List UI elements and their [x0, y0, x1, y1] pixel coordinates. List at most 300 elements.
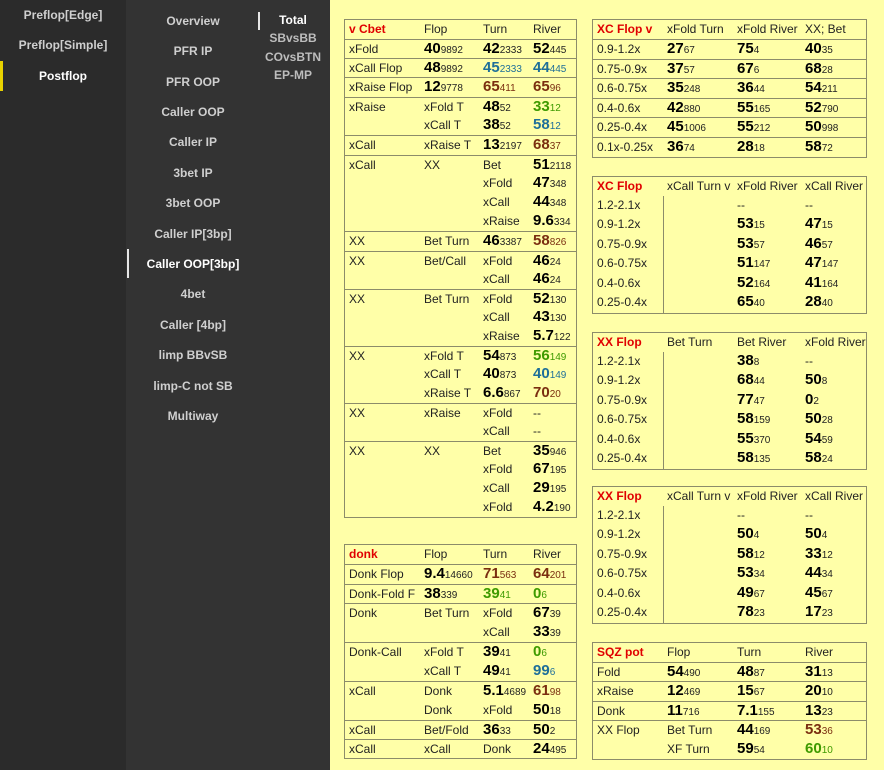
- table-header-row: [593, 643, 866, 662]
- table-row: [345, 251, 576, 270]
- nav-item-3bet-oop[interactable]: 3bet OOP: [165, 196, 221, 210]
- stat-value: 28: [737, 138, 754, 155]
- stat-value: 40: [533, 365, 550, 382]
- table-cell: [737, 293, 765, 311]
- sample-count: 87: [753, 668, 765, 679]
- xc-flop-v-table: [592, 19, 867, 158]
- nav-item-postflop[interactable]: Postflop: [39, 69, 87, 83]
- sample-count: 1006: [683, 123, 706, 134]
- stat-value: 70: [533, 384, 550, 401]
- sample-count: 2: [813, 396, 819, 407]
- stat-value: 50: [805, 525, 822, 542]
- table-cell: [805, 584, 833, 602]
- stat-value: 55: [737, 99, 754, 116]
- table-cell: xCall: [424, 742, 451, 756]
- stat-value: 38: [424, 585, 441, 602]
- sample-count: 2118: [549, 161, 572, 172]
- table-row: [345, 384, 576, 403]
- table-cell: [737, 603, 765, 621]
- table-row: [345, 441, 576, 460]
- table-cell: Bet Turn: [424, 606, 470, 620]
- nav-item-covsbtn[interactable]: COvsBTN: [264, 50, 321, 64]
- stat-value: 67: [737, 60, 754, 77]
- sample-count: 15: [821, 220, 833, 231]
- table-cell: [737, 138, 765, 156]
- nav-item-3bet-ip[interactable]: 3bet IP: [173, 166, 213, 180]
- table-cell: Bet/Fold: [424, 723, 469, 737]
- table-row: [345, 39, 576, 58]
- table-header-row: [345, 20, 576, 39]
- table-cell: xCall T: [424, 664, 462, 678]
- table-cell: [667, 60, 695, 78]
- sample-count: 15: [753, 220, 765, 231]
- table-cell: [533, 721, 555, 739]
- table-cell: xCall Flop: [349, 61, 403, 75]
- nav-item-pfr-ip[interactable]: PFR IP: [173, 44, 213, 58]
- table-cell: [805, 430, 833, 448]
- table-cell: Donk-Call: [349, 645, 402, 659]
- table-cell: [805, 254, 838, 272]
- table-cell: Bet: [483, 158, 502, 172]
- stat-value: 53: [805, 721, 822, 738]
- nav-item-sbvsbb[interactable]: SBvsBB: [269, 31, 317, 45]
- table-title: XX Flop: [597, 489, 642, 503]
- table-cell: [483, 365, 516, 383]
- table-cell: XX: [349, 234, 366, 248]
- nav-item-caller-ip-3bp[interactable]: Caller IP[3bp]: [154, 227, 232, 241]
- sample-count: 4: [821, 530, 828, 541]
- nav-item-pfr-oop[interactable]: PFR OOP: [165, 75, 220, 89]
- stat-value: 52: [533, 290, 550, 307]
- table-cell: [737, 410, 770, 428]
- stat-value: 0: [533, 643, 542, 660]
- nav-item-ep-mp[interactable]: EP-MP: [273, 68, 312, 82]
- table-cell: xFold: [483, 254, 513, 268]
- placeholder-dash: --: [737, 198, 745, 212]
- nav-item-limp-bbvsb[interactable]: limp BBvSB: [158, 348, 228, 362]
- table-cell: 0.4-0.6x: [597, 432, 641, 446]
- table-cell: 0.4-0.6x: [597, 586, 641, 600]
- stat-value: 40: [805, 40, 822, 57]
- table-cell: Bet Turn: [424, 234, 470, 248]
- table-row: [345, 346, 576, 365]
- table-row: [593, 525, 866, 545]
- sample-count: 348: [549, 179, 567, 190]
- table-cell: [667, 118, 706, 136]
- table-cell: [533, 585, 547, 603]
- sample-count: 195: [549, 465, 567, 476]
- table-cell: [533, 662, 555, 680]
- table-row: [345, 135, 576, 155]
- table-cell: 1.2-2.1x: [597, 508, 641, 522]
- sample-count: 40: [753, 298, 765, 309]
- placeholder-dash: --: [533, 406, 541, 420]
- nav-item-caller-ip[interactable]: Caller IP: [168, 135, 218, 149]
- sample-count: 13: [821, 668, 833, 679]
- sample-count: 149: [549, 352, 567, 363]
- table-row: [593, 371, 866, 391]
- table-cell: xCall: [483, 272, 510, 286]
- table-cell: [483, 40, 522, 58]
- table-cell: [805, 274, 838, 292]
- table-cell: xFold: [483, 176, 513, 190]
- column-header: Bet River: [737, 335, 787, 349]
- table-row: [345, 212, 576, 231]
- table-row: [345, 403, 576, 422]
- table-cell: [737, 564, 765, 582]
- sample-count: 190: [553, 503, 571, 514]
- sample-count: 10: [821, 745, 833, 756]
- table-row: [593, 59, 866, 78]
- table-cell: xCall: [349, 723, 376, 737]
- table-cell: [805, 215, 833, 233]
- table-cell: XF Turn: [667, 742, 710, 756]
- sample-count: 44: [753, 84, 765, 95]
- table-cell: xRaise: [597, 684, 634, 698]
- stat-value: 50: [805, 118, 822, 135]
- nav-item-multiway[interactable]: Multiway: [167, 409, 219, 423]
- table-cell: 0.6-0.75x: [597, 566, 648, 580]
- stat-value: 47: [533, 174, 550, 191]
- sample-count: 24: [821, 454, 833, 465]
- table-cell: [424, 78, 463, 96]
- sample-count: 98: [549, 687, 561, 698]
- table-title: XC Flop: [597, 179, 643, 193]
- stat-value: 44: [533, 59, 550, 76]
- sample-count: 490: [683, 668, 701, 679]
- table-cell: XX: [349, 254, 366, 268]
- table-cell: 0.6-0.75x: [597, 256, 648, 270]
- table-cell: [483, 78, 516, 96]
- sample-count: 10: [821, 687, 833, 698]
- sample-count: 41: [499, 667, 511, 678]
- table-row: [345, 642, 576, 662]
- table-cell: [805, 138, 833, 156]
- table-row: [345, 603, 576, 623]
- stat-value: 24: [533, 740, 550, 757]
- table-cell: xCall T: [424, 118, 462, 132]
- nav-item-limp-c-not-sb[interactable]: limp-C not SB: [153, 379, 233, 393]
- stat-value: 43: [533, 308, 550, 325]
- sample-count: 135: [753, 454, 771, 465]
- sample-count: 18: [549, 706, 561, 717]
- sample-count: 370: [753, 435, 771, 446]
- table-cell: [424, 59, 463, 77]
- table-cell: [737, 740, 765, 758]
- table-cell: [737, 391, 765, 409]
- table-cell: [533, 623, 561, 641]
- sample-count: 59: [821, 435, 833, 446]
- table-cell: [533, 59, 566, 77]
- table-cell: [805, 525, 827, 543]
- stat-value: 54: [483, 347, 500, 364]
- primary-nav: [0, 0, 126, 770]
- column-header: xFold Turn: [667, 22, 724, 36]
- stat-value: 13: [483, 136, 500, 153]
- table-cell: [483, 116, 511, 134]
- table-cell: [533, 290, 566, 308]
- sample-count: 122: [553, 332, 571, 343]
- donk-table: [344, 544, 577, 759]
- stat-value: 17: [805, 603, 822, 620]
- sample-count: 52: [499, 121, 511, 132]
- stat-value: 15: [737, 682, 754, 699]
- sample-count: 47: [753, 396, 765, 407]
- sample-count: 4: [753, 45, 760, 56]
- sample-count: 3387: [499, 237, 522, 248]
- table-row: [593, 740, 866, 759]
- table-cell: 0.9-1.2x: [597, 373, 641, 387]
- stat-value: 41: [805, 274, 822, 291]
- stat-value: 38: [483, 116, 500, 133]
- sample-count: 20: [549, 389, 561, 400]
- stat-value: 58: [533, 116, 550, 133]
- table-header-row: [593, 177, 866, 196]
- stat-value: 45: [805, 584, 822, 601]
- table-cell: [533, 252, 561, 270]
- table-row: [593, 293, 866, 313]
- nav-item-total[interactable]: Total: [279, 13, 307, 27]
- stat-value: 29: [533, 479, 550, 496]
- sample-count: 52: [499, 103, 511, 114]
- table-cell: [483, 643, 511, 661]
- table-cell: xFold: [483, 606, 513, 620]
- table-cell: [737, 449, 770, 467]
- stat-value: 58: [805, 138, 822, 155]
- column-header: River: [533, 547, 562, 561]
- table-cell: 0.75-0.9x: [597, 62, 648, 76]
- stats-panel: [330, 0, 884, 770]
- table-cell: [483, 136, 522, 154]
- stat-value: 11: [667, 702, 683, 719]
- sample-count: 57: [821, 240, 833, 251]
- stat-value: 20: [805, 682, 822, 699]
- table-row: [345, 58, 576, 77]
- table-cell: Donk: [483, 742, 512, 756]
- table-row: [345, 308, 576, 327]
- table-cell: xCall: [483, 625, 510, 639]
- table-cell: XX Flop: [597, 723, 640, 737]
- table-cell: [533, 174, 566, 192]
- table-cell: [533, 347, 566, 365]
- table-cell: 0.6-0.75x: [597, 412, 648, 426]
- stat-value: 12: [424, 78, 441, 95]
- placeholder-dash: --: [805, 508, 813, 522]
- stat-value: 67: [533, 604, 550, 621]
- stat-value: 50: [737, 525, 754, 542]
- sample-count: 445: [549, 45, 567, 56]
- stat-value: 54: [805, 430, 822, 447]
- table-cell: [805, 391, 819, 409]
- stat-value: 33: [533, 623, 550, 640]
- stat-value: 46: [805, 235, 822, 252]
- sample-count: 9778: [440, 83, 463, 94]
- table-cell: [805, 449, 833, 467]
- stat-value: 38: [737, 352, 754, 369]
- nav-item-caller-oop[interactable]: Caller OOP: [161, 105, 225, 119]
- sample-count: 880: [683, 104, 701, 115]
- sample-count: 44: [753, 376, 765, 387]
- nav-item-4bet[interactable]: 4bet: [180, 287, 206, 301]
- table-cell: [533, 460, 566, 478]
- stat-value: 99: [533, 662, 550, 679]
- stat-value: 7.1: [737, 702, 758, 719]
- table-cell: [424, 565, 473, 583]
- table-cell: [533, 98, 561, 116]
- column-header: Turn: [483, 547, 508, 561]
- table-header-row: [593, 333, 866, 352]
- table-cell: [533, 116, 561, 134]
- sample-count: 8: [753, 357, 760, 368]
- table-cell: xFold: [483, 462, 513, 476]
- sample-count: 14660: [444, 570, 473, 581]
- table-cell: [533, 479, 566, 497]
- sample-count: 248: [683, 84, 701, 95]
- stat-value: 48: [424, 59, 441, 76]
- sample-count: 39: [549, 628, 561, 639]
- stat-value: 39: [483, 585, 500, 602]
- table-cell: xCall T: [424, 367, 462, 381]
- sample-count: 6: [549, 667, 556, 678]
- table-header-row: [593, 487, 866, 506]
- table-cell: XX: [349, 292, 366, 306]
- table-cell: [737, 99, 770, 117]
- stat-value: 52: [805, 99, 822, 116]
- sample-count: 411: [499, 83, 516, 94]
- stat-value: 39: [483, 643, 500, 660]
- stat-value: 51: [737, 254, 754, 271]
- table-row: [345, 681, 576, 701]
- nav-item-caller-4bp[interactable]: Caller [4bp]: [159, 318, 226, 332]
- sample-count: 28: [821, 415, 833, 426]
- stat-value: 44: [533, 193, 550, 210]
- table-cell: Fold: [597, 665, 621, 679]
- placeholder-dash: --: [737, 508, 745, 522]
- stat-value: 47: [805, 254, 822, 271]
- table-cell: [737, 702, 775, 720]
- table-header-row: [345, 545, 576, 564]
- stat-value: 54: [805, 79, 822, 96]
- sample-count: 24: [549, 275, 561, 286]
- sample-count: 159: [753, 415, 771, 426]
- table-cell: XX: [424, 158, 441, 172]
- stat-value: 65: [533, 78, 550, 95]
- column-header: xFold River: [737, 179, 798, 193]
- table-row: [593, 137, 866, 157]
- table-row: [345, 231, 576, 251]
- sample-count: 873: [499, 352, 517, 363]
- sample-count: 35: [821, 45, 833, 56]
- table-row: [345, 564, 576, 584]
- table-cell: [667, 138, 695, 156]
- column-header: River: [533, 22, 562, 36]
- table-cell: [533, 212, 571, 230]
- nav-item-overview[interactable]: Overview: [166, 14, 220, 28]
- sqz-pot-table: [592, 642, 867, 760]
- stat-value: 4.2: [533, 498, 554, 515]
- table-cell: [533, 365, 566, 383]
- table-cell: [805, 721, 833, 739]
- sample-count: 716: [682, 707, 700, 718]
- table-cell: [533, 424, 541, 438]
- stat-value: 9.4: [424, 565, 445, 582]
- table-cell: [737, 721, 770, 739]
- table-cell: [805, 682, 833, 700]
- table-cell: xRaise: [483, 214, 520, 228]
- stat-value: 5.1: [483, 682, 504, 699]
- table-cell: 0.25-0.4x: [597, 295, 648, 309]
- stat-value: 9.6: [533, 212, 554, 229]
- table-row: [345, 270, 576, 289]
- table-cell: [533, 565, 566, 583]
- sample-count: 36: [821, 726, 833, 737]
- table-cell: Bet/Call: [424, 254, 467, 268]
- stat-value: 28: [805, 293, 822, 310]
- stat-value: 55: [737, 430, 754, 447]
- table-cell: [805, 293, 833, 311]
- table-row: [345, 77, 576, 97]
- stat-value: 35: [667, 79, 684, 96]
- placeholder-dash: --: [805, 354, 813, 368]
- sample-count: 18: [753, 143, 765, 154]
- table-cell: [483, 662, 511, 680]
- table-row: [593, 681, 866, 701]
- table-cell: xFold T: [424, 100, 464, 114]
- vcbet-table: [344, 19, 577, 518]
- table-row: [593, 274, 866, 293]
- table-row: [593, 430, 866, 449]
- table-cell: Bet: [483, 444, 502, 458]
- nav-item-preflop-edge[interactable]: Preflop[Edge]: [23, 8, 103, 22]
- table-cell: [533, 442, 566, 460]
- table-cell: 1.2-2.1x: [597, 198, 641, 212]
- nav-item-caller-oop-3bp[interactable]: Caller OOP[3bp]: [146, 257, 240, 271]
- column-header: xCall River: [805, 489, 864, 503]
- table-title: XX Flop: [597, 335, 642, 349]
- sample-count: 12: [753, 550, 765, 561]
- nav-item-preflop-simple[interactable]: Preflop[Simple]: [18, 38, 108, 52]
- table-cell: [805, 663, 833, 681]
- table-cell: [483, 232, 522, 250]
- stat-value: 45: [667, 118, 684, 135]
- table-cell: [805, 79, 838, 97]
- stat-value: 36: [483, 721, 500, 738]
- table-row: [593, 39, 866, 59]
- sample-count: 67: [821, 589, 833, 600]
- sample-count: 2: [549, 726, 556, 737]
- table-cell: Bet Turn: [667, 723, 713, 737]
- table-cell: [805, 740, 833, 758]
- stat-value: 40: [483, 365, 500, 382]
- sample-count: 23: [821, 608, 833, 619]
- table-cell: 0.75-0.9x: [597, 547, 648, 561]
- stat-value: 48: [483, 98, 500, 115]
- stat-value: 35: [533, 442, 550, 459]
- table-cell: [805, 603, 833, 621]
- table-cell: xRaise: [483, 329, 520, 343]
- sample-count: 6: [541, 590, 547, 601]
- table-cell: [805, 235, 833, 253]
- table-title: donk: [349, 547, 378, 561]
- table-cell: [805, 118, 838, 136]
- sample-count: 23: [821, 707, 833, 718]
- stat-value: 60: [805, 740, 822, 757]
- stat-value: 50: [805, 371, 822, 388]
- table-cell: [533, 498, 571, 516]
- table-cell: xRaise T: [424, 386, 472, 400]
- stat-value: 77: [737, 391, 754, 408]
- sample-count: 212: [753, 123, 771, 134]
